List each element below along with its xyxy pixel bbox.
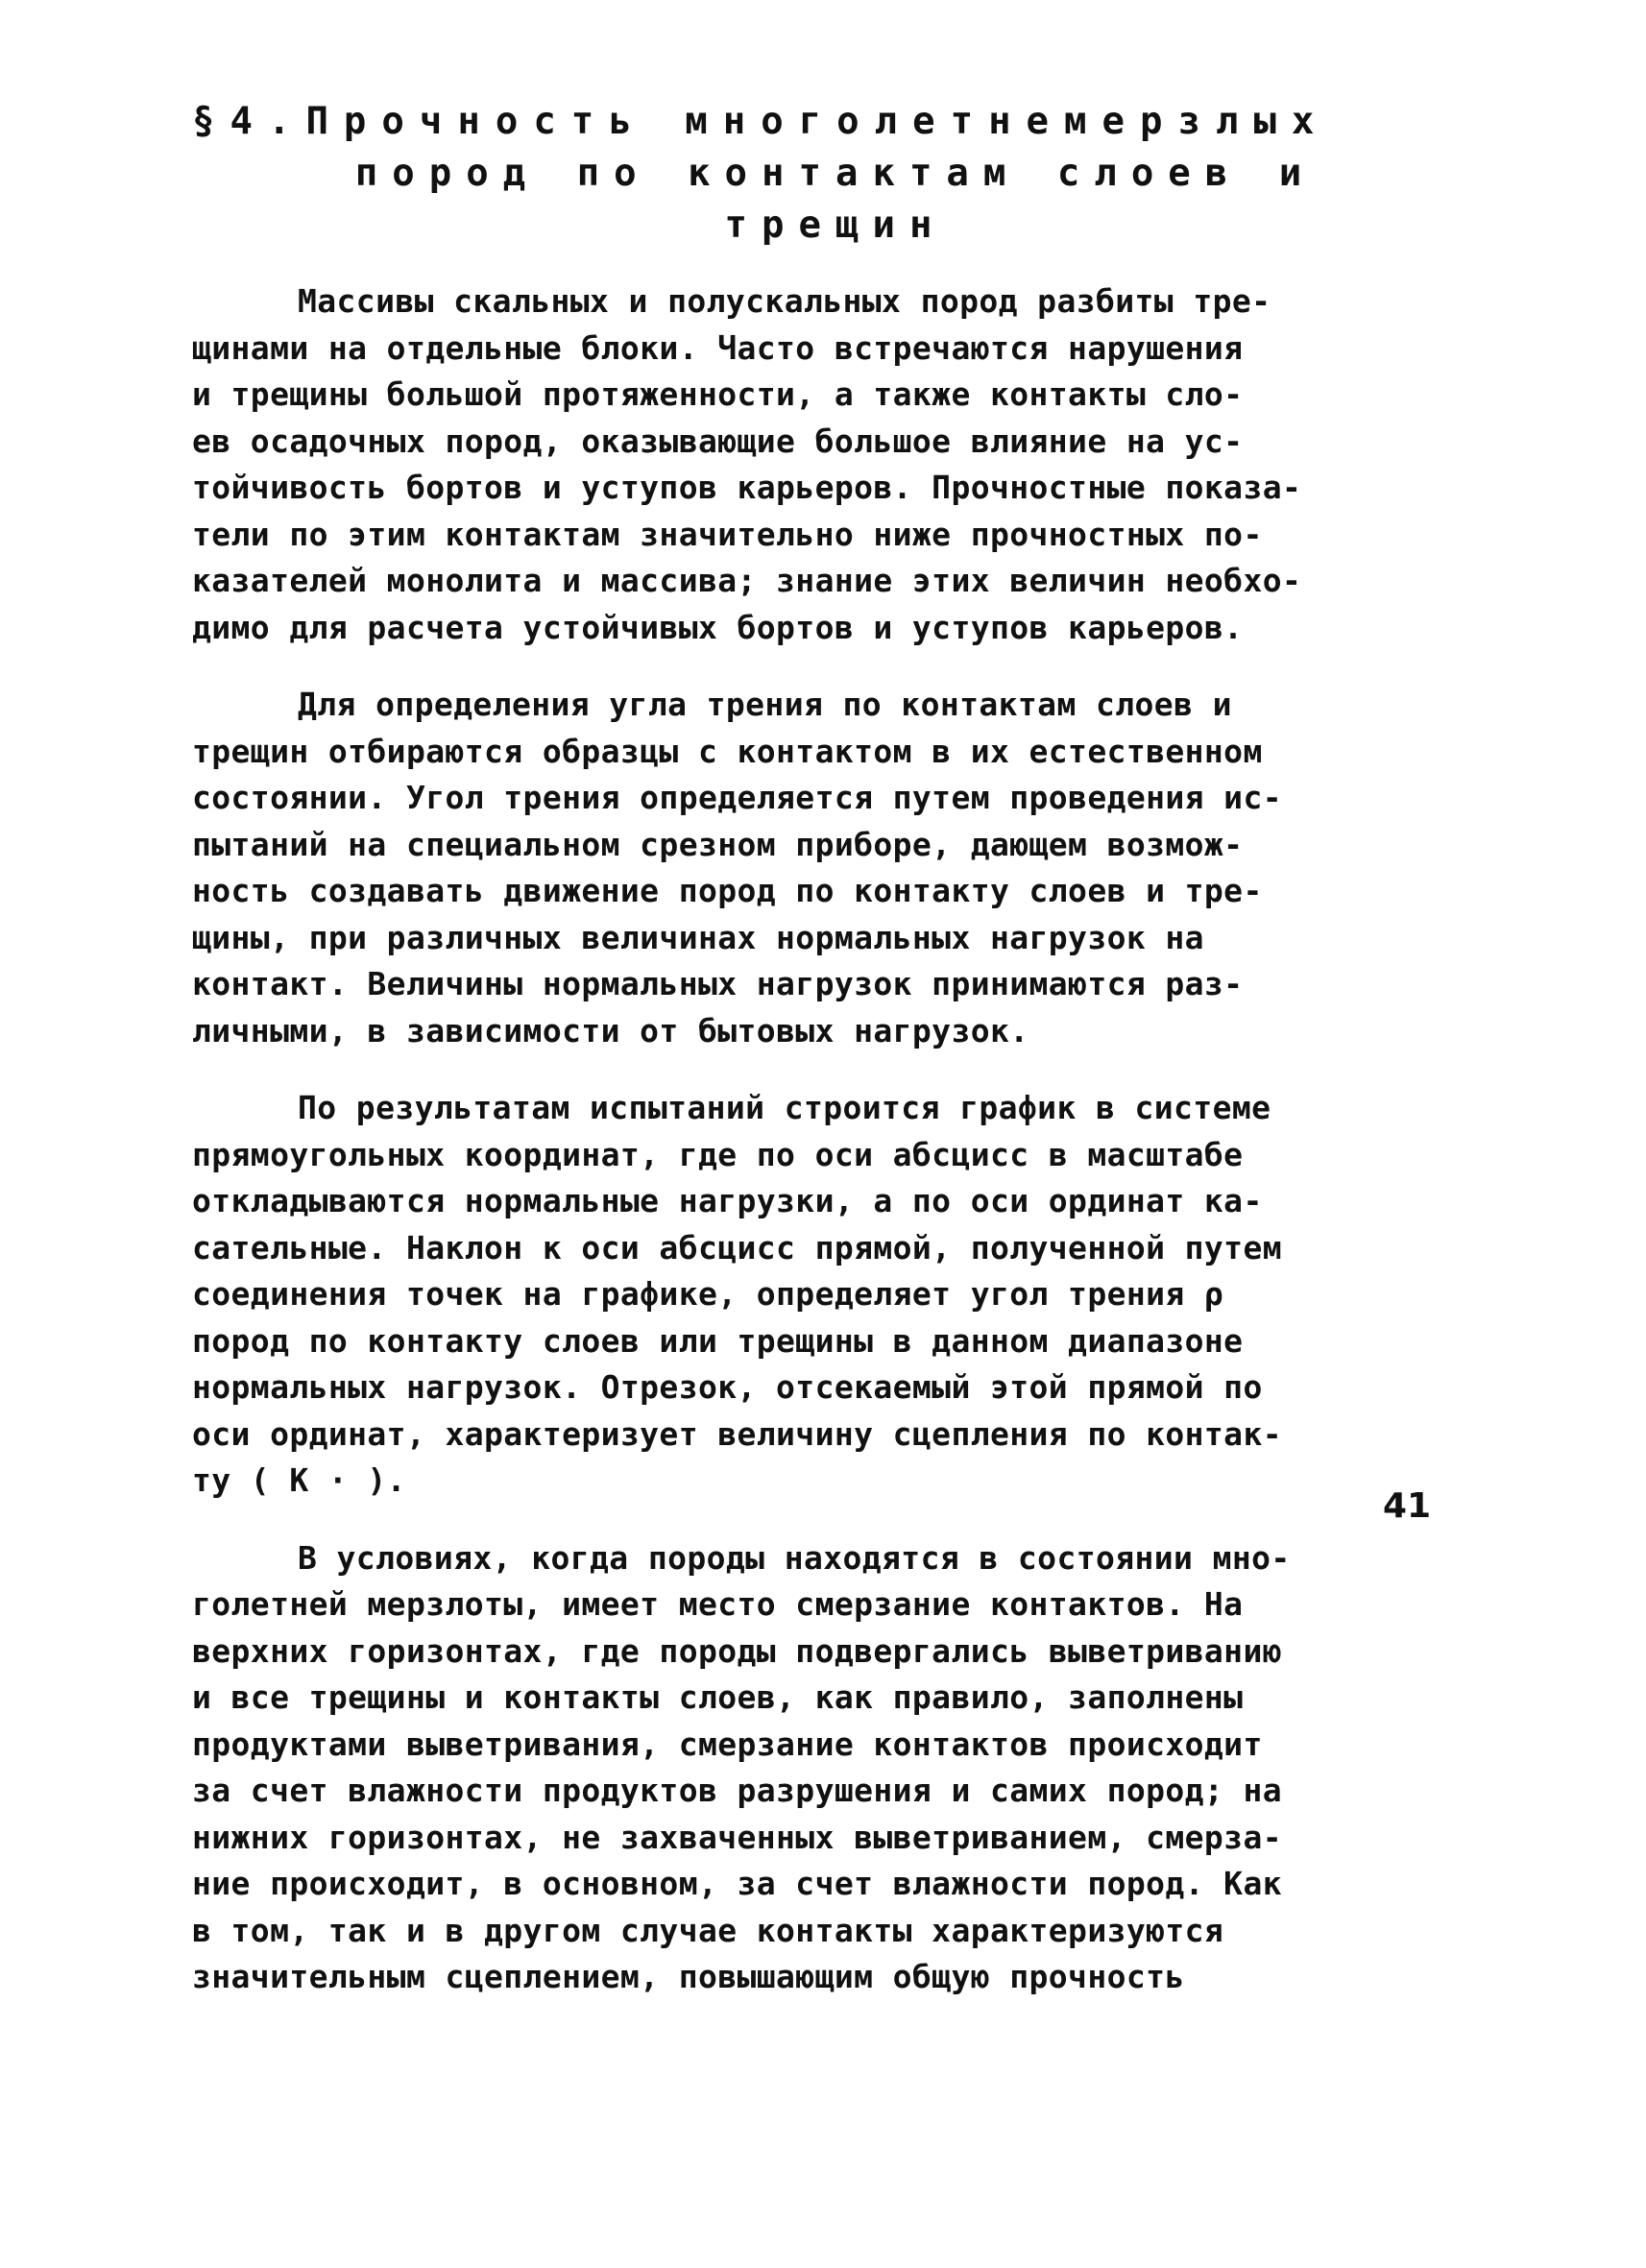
paragraph-2: Для определения угла трения по контактам слоев и трещин отбираются образцы с контактом в их естественном состоянии. Угол трения определяется путем проведения ис- пытаний на специальном срезном приборе, дающем возмож- ность создавать движение пород по контакту слоев и тре- щины, при различных величинах нормальных нагрузок на контакт. Величины нормальных нагрузок принимаются раз- личными, в зависимости от бытовых нагрузок. [192, 686, 1282, 1050]
section-heading [192, 96, 1479, 252]
heading-line-3: трещин [724, 204, 947, 247]
heading-line-1: §4.Прочность многолетнемерзлых [192, 100, 1330, 143]
paragraph-4: В условиях, когда породы находятся в состоянии мно- голетней мерзлоты, имеет место смерзание контактов. На верхних горизонтах, где породы подвергались выветриванию и все трещины и контакты слоев, как правило, заполнены продуктами выветривания, смерзание контактов происходит за счет влажности продуктов разрушения и самих пород; на нижних горизонтах, не захваченных выветриванием, смерза- ние происходит, в основном, за счет влажности пород. Как в том, так и в другом случае контакты характеризуются значительным сцеплением, повышающим общую прочность [192, 1538, 1291, 1995]
paragraph-1: Массивы скальных и полускальных пород разбиты тре- щинами на отдельные блоки. Часто встречаются нарушения и трещины большой протяженности, а также контакты сло- ев осадочных пород, оказывающие большое влияние на ус- тойчивость бортов и уступов карьеров. Прочностные показа- тели по этим контактам значительно ниже прочностных по- казателей монолита и массива; знание этих величин необхо- димо для расчета устойчивых бортов и уступов карьеров. [192, 282, 1302, 646]
body-text [192, 278, 1464, 2032]
paragraph-3: По результатам испытаний строится график в системе прямоугольных координат, где по оси абсцисс в масштабе откладываются нормальные нагрузки, а по оси ординат ка- сательные. Наклон к оси абсцисс прямой, полученной путем соединения точек на графике, определяет угол трения ρ пород по контакту слоев или трещины в данном диапазоне нормальных нагрузок. Отрезок, отсекаемый этой прямой по оси ординат, характеризует величину сцепления по контак- ту ( K · ). [192, 1089, 1282, 1499]
page-number: 41 [1383, 1486, 1432, 1526]
heading-line-2: пород по контактам слоев и [354, 152, 1317, 195]
